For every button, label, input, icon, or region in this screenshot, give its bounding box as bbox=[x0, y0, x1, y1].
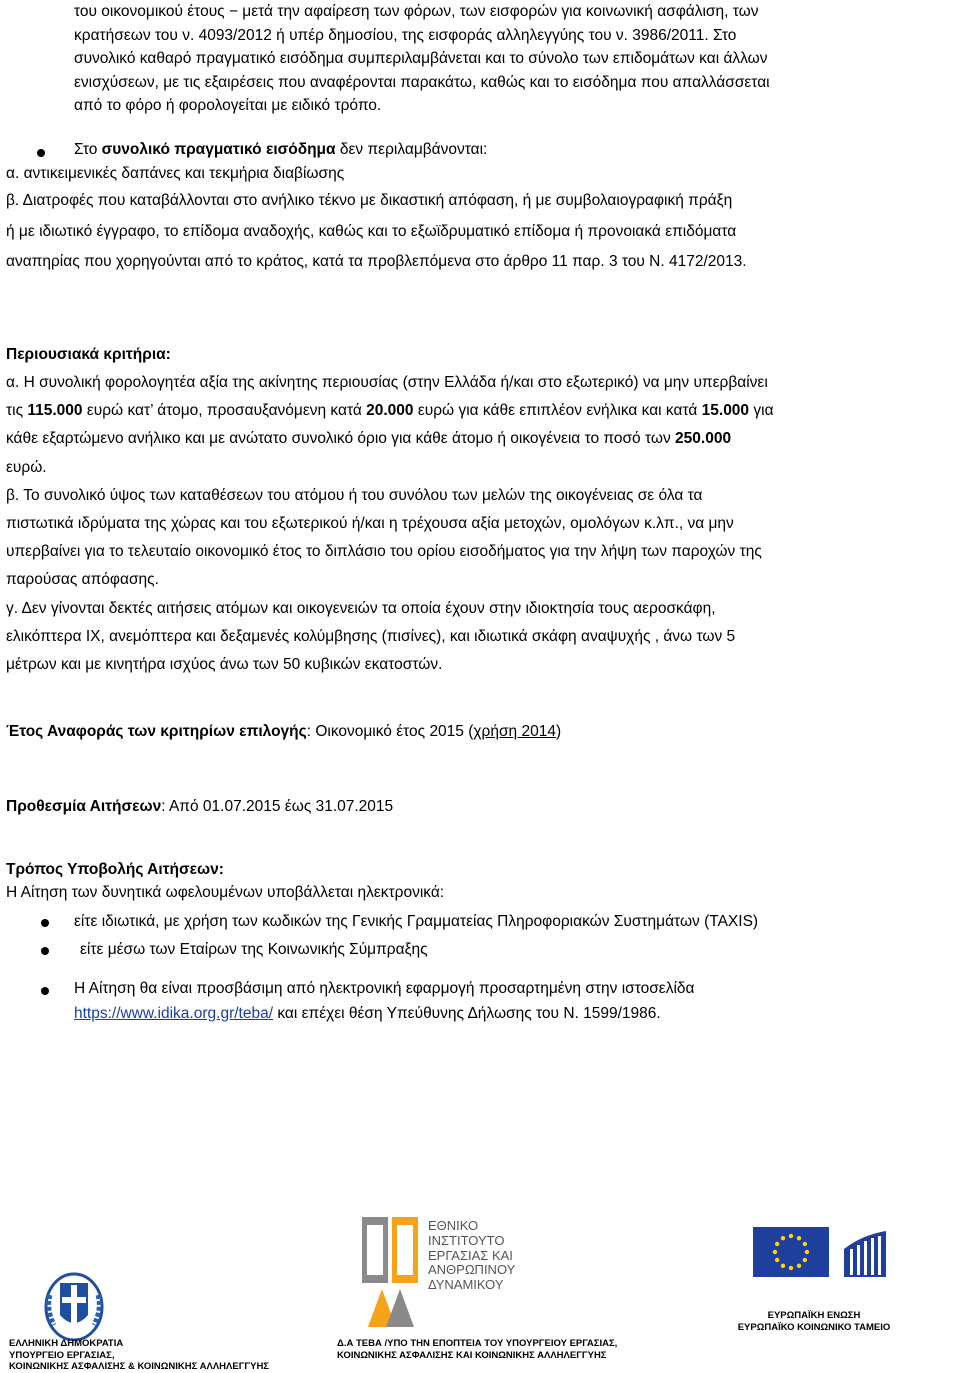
eiead-logo-icon bbox=[362, 1217, 420, 1329]
intro-line: συνολικό καθαρό πραγματικό εισόδημα συμπεριλαμβάνεται και το σύνολο των επιδομάτων και άλλων bbox=[74, 50, 768, 67]
criterion-c: μέτρων και με κινητήρα ισχύος άνω των 50 κυβικών εκατοστών. bbox=[6, 656, 443, 674]
eu-star-icon bbox=[781, 1236, 785, 1240]
eu-star-icon bbox=[803, 1258, 807, 1262]
intro-line: του οικονομικού έτους − μετά την αφαίρεση των φόρων, των εισφορών για κοινωνική ασφάλιση, των bbox=[74, 3, 759, 20]
total-income-term: συνολικό πραγματικό εισόδημα bbox=[101, 141, 336, 158]
eu-star-icon bbox=[775, 1242, 779, 1246]
eu-star-icon bbox=[803, 1242, 807, 1246]
eu-star-icon bbox=[789, 1234, 793, 1238]
submission-option-partners: είτε μέσω των Εταίρων της Κοινωνικής Σύμπραξης bbox=[80, 941, 428, 958]
bullet-icon bbox=[41, 987, 49, 995]
eu-star-icon bbox=[789, 1266, 793, 1270]
submission-heading: Τρόπος Υποβολής Αιτήσεων: bbox=[6, 861, 224, 878]
intro-line: από το φόρο ή φορολογείται με ειδικό τρόπο. bbox=[74, 97, 382, 114]
reference-year: Έτος Αναφοράς των κριτηρίων επιλογής: Οικονομικό έτος 2015 (χρήση 2014) bbox=[6, 723, 562, 740]
criterion-b: υπερβαίνει για το τελευταίο οικονομικό έτος το διπλάσιο του ορίου εισοδήματος για την λήψη των παροχών της bbox=[6, 543, 762, 561]
ministry-left-text: ΕΛΛΗΝΙΚΗ ΔΗΜΟΚΡΑΤΙΑ ΥΠΟΥΡΓΕΙΟ ΕΡΓΑΣΙΑΣ, ΚΟΙΝΩΝΙΚΗΣ ΑΣΦΑΛΙΣΗΣ & ΚΟΙΝΩΝΙΚΗΣ ΑΛΛΗΛΕΓΓΥΗΣ bbox=[9, 1338, 270, 1372]
criterion-c: γ. Δεν γίνονται δεκτές αιτήσεις ατόμων και οικογενειών τα οποία έχουν στην ιδιοκτησία τους αεροσκάφη, bbox=[6, 599, 716, 617]
criterion-b: παρούσας απόφασης. bbox=[6, 571, 159, 589]
teba-supervision-text: Δ.Α ΤΕΒΑ /ΥΠΟ ΤΗΝ ΕΠΟΠΤΕΙΑ ΤΟΥ ΥΠΟΥΡΓΕΙΟΥ ΕΡΓΑΣΙΑΣ, ΚΟΙΝΩΝΙΚΗΣ ΑΣΦΑΛΙΣΗΣ ΚΑΙ ΚΟΙΝΩΝΙΚΗΣ ΑΛΛΗΛΕΓΓΥΗΣ bbox=[337, 1338, 618, 1361]
asset-criteria-body bbox=[6, 369, 956, 679]
bullet-icon bbox=[41, 919, 49, 927]
eu-star-icon bbox=[773, 1250, 777, 1254]
criterion-b: β. Το συνολικό ύψος των καταθέσεων του ατόμου ή του συνόλου των μελών της οικογένειας σε όλα τα bbox=[6, 486, 703, 504]
submission-option-taxis: είτε ιδιωτικά, με χρήση των κωδικών της Γενικής Γραμματείας Πληροφοριακών Συστημάτων (TAXIS) bbox=[74, 913, 759, 930]
european-commission-logo-icon bbox=[842, 1229, 888, 1279]
eiead-name: ΕΘΝΙΚΟ ΙΝΣΤΙΤΟΥΤΟ ΕΡΓΑΣΙΑΣ ΚΑΙ ΑΝΘΡΩΠΙΝΟΥ ΔΥΝΑΜΙΚΟΥ bbox=[428, 1218, 516, 1293]
european-social-fund-text: ΕΥΡΩΠΑΪΚΗ ΕΝΩΣΗ ΕΥΡΩΠΑΪΚΟ ΚΟΙΝΩΝΙΚΟ ΤΑΜΕΙΟ bbox=[737, 1310, 891, 1333]
asset-criteria-heading: Περιουσιακά κριτήρια: bbox=[6, 346, 171, 363]
exclusion-item-b: β. Διατροφές που καταβάλλονται στο ανήλικο τέκνο με δικαστική απόφαση, ή με συμβολαιογραφική πράξη ή με ιδιωτικό έγγραφο, το επίδομα αναδοχής, καθώς και το εξωϊδρυματικό επίδομα ή προνοιακά επιδόματα αναπηρίας που χορηγούνται από το κράτος, κατά τα προβλεπόμενα στο άρθρο 11 παρ. 3 του Ν. 4172/2013. bbox=[6, 192, 747, 270]
greek-coat-of-arms-icon bbox=[44, 1269, 104, 1341]
application-deadline: Προθεσμία Αιτήσεων: Από 01.07.2015 έως 31.07.2015 bbox=[6, 798, 394, 815]
criterion-a: ευρώ. bbox=[6, 458, 47, 476]
eu-star-icon bbox=[775, 1258, 779, 1262]
deadline-label: Προθεσμία Αιτήσεων bbox=[6, 798, 162, 815]
teba-link[interactable]: https://www.idika.org.gr/teba/ bbox=[74, 1005, 274, 1022]
criterion-c: ελικόπτερα ΙΧ, ανεμόπτερα και δεξαμενές κολύμβησης (πισίνες), και ιδιωτικά σκάφη αναψυχής , άνω των 5 bbox=[6, 627, 736, 645]
exclusion-item-a: α. αντικειμενικές δαπάνες και τεκμήρια διαβίωσης bbox=[6, 165, 345, 182]
footer-logos bbox=[0, 1195, 960, 1372]
eu-flag-icon bbox=[753, 1227, 829, 1277]
intro-line: κρατήσεων του ν. 4093/2012 ή υπέρ δημοσίου, της εισφοράς αλληλεγγύης του ν. 3986/2011. Στο bbox=[74, 26, 737, 44]
eu-star-icon bbox=[797, 1264, 801, 1268]
submission-availability: Η Αίτηση θα είναι προσβάσιμη από ηλεκτρονική εφαρμογή προσαρτημένη στην ιστοσελίδα https://www.idika.org.gr/teba/ και επέχει θέση Υπεύθυνης Δήλωσης του Ν. 1599/1986. bbox=[74, 980, 695, 1022]
intro-paragraph bbox=[74, 0, 956, 118]
intro-line: ενισχύσεων, με τις εξαιρέσεις που αναφέρονται παρακάτω, καθώς και το εισόδημα που απαλλάσσεται bbox=[74, 73, 770, 91]
income-exclusions-heading: Στο συνολικό πραγματικό εισόδημα δεν περιλαμβάνονται: bbox=[74, 141, 488, 158]
bullet-icon bbox=[41, 947, 49, 955]
bullet-icon bbox=[37, 149, 45, 157]
reference-year-label: Έτος Αναφοράς των κριτηρίων επιλογής bbox=[6, 723, 307, 740]
use-year: χρήση 2014 bbox=[473, 723, 556, 740]
criterion-a: κάθε εξαρτώμενο ανήλικο και με ανώτατο συνολικό όριο για κάθε άτομο ή οικογένεια το ποσό των 250.000 bbox=[6, 430, 732, 448]
criterion-a: τις 115.000 ευρώ κατ’ άτομο, προσαυξανόμενη κατά 20.000 ευρώ για κάθε επιπλέον ενήλικα και κατά 15.000 για bbox=[6, 402, 774, 420]
eu-star-icon bbox=[797, 1236, 801, 1240]
eu-star-icon bbox=[781, 1264, 785, 1268]
submission-intro: Η Αίτηση των δυνητικά ωφελουμένων υποβάλλεται ηλεκτρονικά: bbox=[6, 884, 445, 901]
criterion-a: α. Η συνολική φορολογητέα αξία της ακίνητης περιουσίας (στην Ελλάδα ή/και στο εξωτερικό) να μην υπερβαίνει bbox=[6, 374, 768, 391]
criterion-b: πιστωτικά ιδρύματα της χώρας και του εξωτερικού ή/και η τρέχουσα αξία μετοχών, ομολόγων κ.λπ., να μην bbox=[6, 515, 734, 533]
eu-star-icon bbox=[805, 1250, 809, 1254]
